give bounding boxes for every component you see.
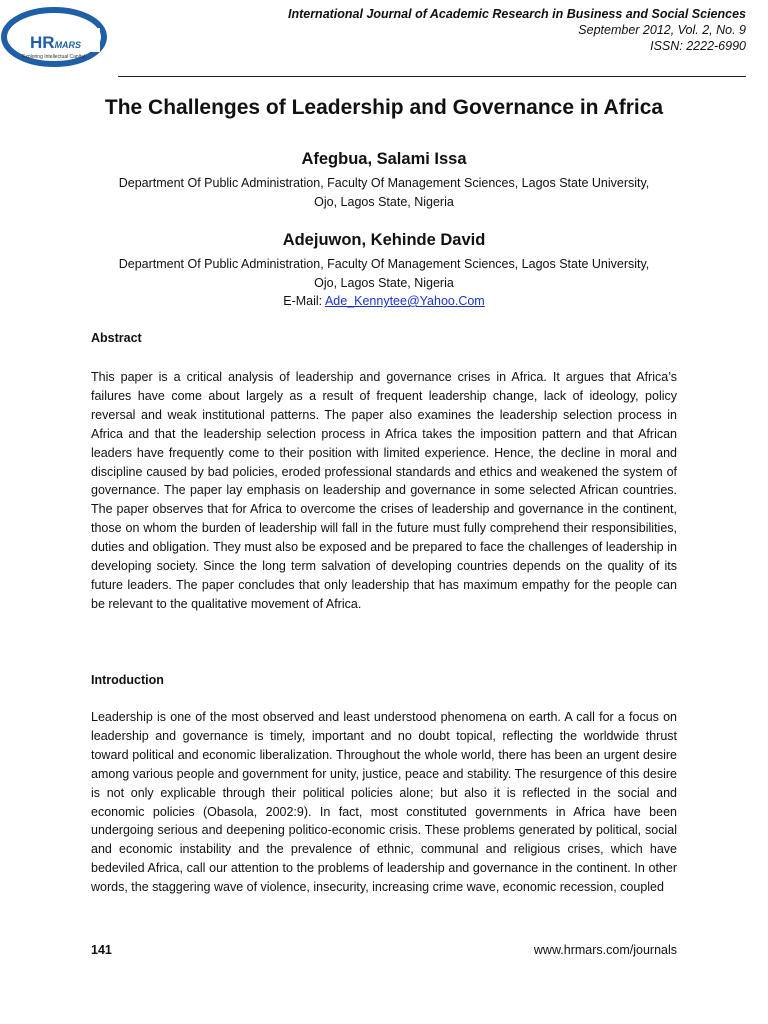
page-number: 141	[91, 943, 112, 957]
logo-mars: MARS	[54, 40, 82, 50]
author-2-affiliation-line1: Department Of Public Administration, Faculty Of Management Sciences, Lagos State University,	[118, 257, 650, 271]
logo-hr: HR	[30, 33, 55, 52]
paper-title: The Challenges of Leadership and Governance in Africa	[104, 96, 664, 119]
author-1-name: Afegbua, Salami Issa	[301, 150, 467, 168]
email-line	[90, 292, 678, 311]
journal-issn: ISSN: 2222-6990	[650, 39, 746, 53]
journal-issue: September 2012, Vol. 2, No. 9	[578, 23, 746, 37]
header-rule	[118, 76, 746, 77]
author-1-affiliation	[90, 174, 678, 211]
hrmars-logo-graphic	[0, 6, 108, 68]
introduction-heading: Introduction	[91, 673, 164, 687]
author-2-affiliation-line2: Ojo, Lagos State, Nigeria	[314, 275, 454, 290]
logo-tagline: Exploring Intellectual Capital	[22, 54, 86, 60]
introduction-text: Leadership is one of the most observed and least understood phenomena on earth. A call for a focus on leadership and governance is timely, important and no doubt topical, reflecting the worldwide thrust toward political and economic liberalization. Throughout the whole world, there has been an urgent desire among various people and government for unity, justice, peace and stability. The resurgence of this desire is not only explicable through their political policies alone; but also it is reflected in the social and economic policies (Obasola, 2002:9). In fact, most constituted governments in Africa have been undergoing serious and deepening politico-economic crisis. These problems generated by political, social and economic instability and the prevalence of ethnic, communal and religious crises, which have bedeviled Africa, call our attention to the problems of leadership and governance in the continent. In other words, the staggering wave of violence, insecurity, increasing crime wave, economic recession, coupled	[91, 710, 677, 895]
author-2-affiliation	[90, 255, 678, 311]
journal-name: International Journal of Academic Research in Business and Social Sciences	[287, 7, 746, 21]
email-label: E-Mail:	[283, 294, 325, 308]
email-link[interactable]: Ade_Kennytee@Yahoo.Com	[324, 294, 485, 308]
author-2-name: Adejuwon, Kehinde David	[282, 231, 486, 249]
author-1-affiliation-line2: Ojo, Lagos State, Nigeria	[314, 194, 454, 209]
hrmars-logo	[0, 6, 108, 68]
abstract-heading: Abstract	[91, 331, 142, 345]
author-1-affiliation-line1: Department Of Public Administration, Faculty Of Management Sciences, Lagos State University,	[118, 176, 650, 190]
footer-url: www.hrmars.com/journals	[533, 943, 677, 957]
abstract-text: This paper is a critical analysis of leadership and governance crises in Africa. It argues that Africa’s failures have come about largely as a result of frequent leadership change, lack of ideology, policy reversal and weak institutional patterns. The paper also examines the leadership selection process in Africa and that the leadership selection process in Africa takes the imposition pattern and that African leaders have frequently come to their position with limited experience. Hence, the decline in moral and discipline caused by bad policies, eroded professional standards and ethics and weakened the system of governance. The paper lay emphasis on leadership and governance in some selected African countries. The paper observes that for Africa to overcome the crises of leadership and governance in the continent, those on whom the burden of leadership will fall in the future must fully comprehend their responsibilities, duties and obligation. They must also be exposed and be prepared to face the challenges of leadership in developing society. Since the long term salvation of developing countries depends on the quality of its future leaders. The paper concludes that only leadership that has maximum empathy for the people can be relevant to the qualitative movement of Africa.	[91, 370, 677, 611]
journal-header	[288, 6, 746, 54]
